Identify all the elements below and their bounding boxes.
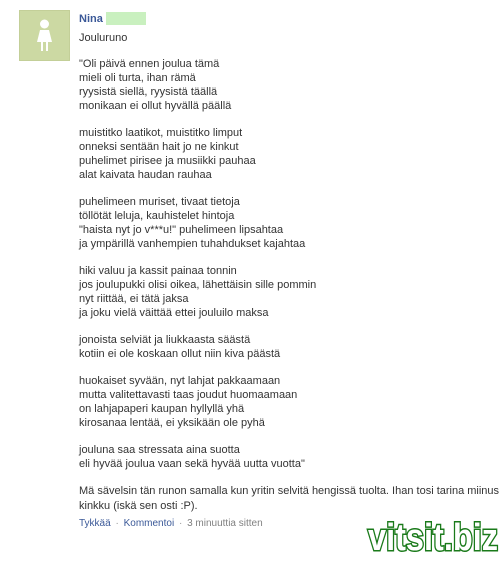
redacted-name xyxy=(106,12,146,25)
poem-stanza: huokaiset syvään, nyt lahjat pakkaamaan mutta valitettavasti taas joudut huomaamaan on lahjapaperi kaupan hyllyllä yhä kirosanaa lentää, ei yksikään ole pyhä xyxy=(79,375,298,429)
post-note: Mä sävelsin tän runon samalla kun yritin selvitä hengissä tuolta. Ihan tosi tarina miinus kinkku (iskä sen osti :P). xyxy=(79,485,500,512)
avatar[interactable] xyxy=(19,10,70,61)
comment-link[interactable]: Kommentoi xyxy=(123,518,175,529)
female-silhouette-icon xyxy=(20,11,69,60)
poem-stanza: jouluna saa stressata aina suotta eli hyvää joulua vaan sekä hyvää uutta vuotta" xyxy=(79,444,305,470)
post-header xyxy=(79,12,501,26)
separator: · xyxy=(115,518,119,529)
poem-stanza: hiki valuu ja kassit painaa tonnin jos joulupukki olisi oikea, lähettäisin sille pommin nyt riittää, ei tätä jaksa ja joku vielä väittää ettei jouluilo maksa xyxy=(79,265,317,319)
poem-stanza: puhelimeen muriset, tivaat tietoja töllötät leluja, kauhistelet hintoja "haista nyt jo v***u!" puhelimeen lipsahtaa ja ympärillä vanhempien tuhahdukset kajahtaa xyxy=(79,196,306,250)
poem-stanza: jonoista selviät ja liukkaasta säästä kotiin ei ole koskaan ollut niin kiva päästä xyxy=(79,334,281,360)
watermark-text: vitsit.biz xyxy=(368,517,498,559)
post-subject: Jouluruno xyxy=(79,32,128,44)
watermark-logo xyxy=(365,513,501,559)
post-timestamp: 3 minuuttia sitten xyxy=(187,518,263,529)
wall-post xyxy=(79,12,501,531)
author-name[interactable]: Nina xyxy=(79,13,103,25)
poem-stanza: "Oli päivä ennen joulua tämä mieli oli turta, ihan rämä ryysistä siellä, ryysistä täällä monikaan ei ollut hyvällä päällä xyxy=(79,58,232,112)
poem-stanza: muistitko laatikot, muistitko limput onneksi sentään hait jo ne kinkut puhelimet pirisee ja musiikki pauhaa alat kaivata haudan rauhaa xyxy=(79,127,256,181)
like-link[interactable]: Tykkää xyxy=(79,518,111,529)
separator: · xyxy=(178,518,183,529)
